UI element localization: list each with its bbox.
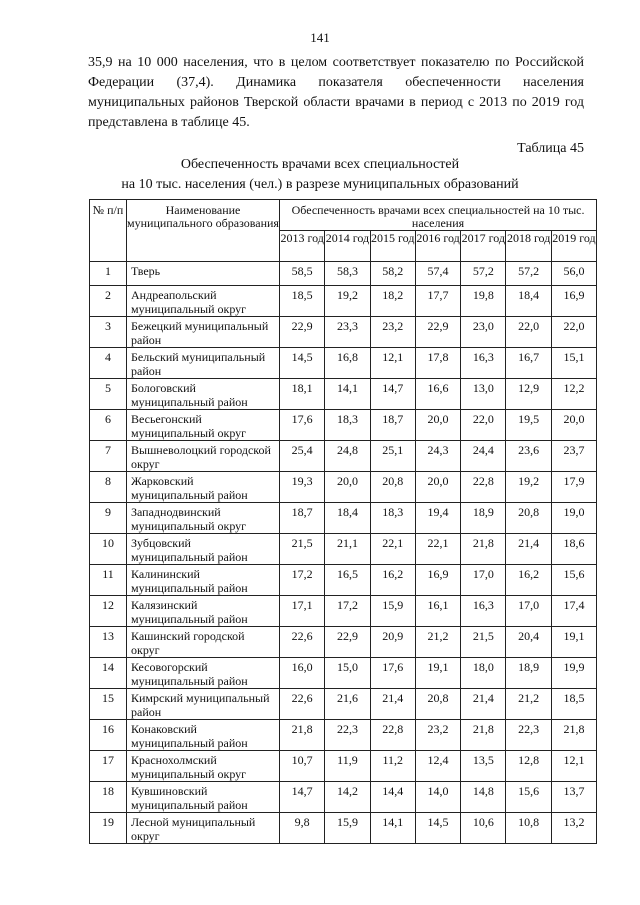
row-value: 19,3: [280, 472, 325, 503]
table-row: [90, 751, 597, 782]
row-value: 10,8: [506, 813, 551, 844]
row-value: 17,6: [280, 410, 325, 441]
row-value: 13,2: [551, 813, 596, 844]
table-title-line1: Обеспеченность врачами всех специальностей: [180, 157, 460, 172]
row-value: 17,4: [551, 596, 596, 627]
row-value: 22,1: [415, 534, 460, 565]
row-value: 16,8: [325, 348, 370, 379]
row-value: 14,4: [370, 782, 415, 813]
header-group: Обеспеченность врачами всех специальностей на 10 тыс. населения: [280, 200, 597, 231]
row-value: 22,0: [551, 317, 596, 348]
row-value: 15,9: [325, 813, 370, 844]
row-value: 13,7: [551, 782, 596, 813]
row-value: 21,4: [461, 689, 506, 720]
row-value: 12,1: [370, 348, 415, 379]
row-number: 17: [90, 751, 127, 782]
row-value: 15,6: [506, 782, 551, 813]
row-number: 1: [90, 262, 127, 286]
row-value: 19,1: [551, 627, 596, 658]
row-number: 18: [90, 782, 127, 813]
row-number: 9: [90, 503, 127, 534]
row-name: Андреапольский муниципальный округ: [127, 286, 280, 317]
row-value: 22,9: [325, 627, 370, 658]
row-value: 16,1: [415, 596, 460, 627]
table-row: [90, 565, 597, 596]
row-value: 14,1: [370, 813, 415, 844]
table-row: [90, 441, 597, 472]
row-value: 17,1: [280, 596, 325, 627]
row-value: 12,4: [415, 751, 460, 782]
row-value: 24,3: [415, 441, 460, 472]
table-number: Таблица 45: [517, 141, 584, 156]
row-number: 8: [90, 472, 127, 503]
row-number: 11: [90, 565, 127, 596]
row-value: 18,3: [325, 410, 370, 441]
row-value: 25,1: [370, 441, 415, 472]
row-value: 21,5: [280, 534, 325, 565]
intro-paragraph: [88, 53, 584, 133]
row-name: Бельский муниципальный район: [127, 348, 280, 379]
row-name: Зубцовский муниципальный район: [127, 534, 280, 565]
table-row: [90, 286, 597, 317]
table-row: [90, 720, 597, 751]
table-row: [90, 317, 597, 348]
table-title: [70, 155, 570, 195]
row-value: 20,8: [506, 503, 551, 534]
row-name: Западнодвинский муниципальный округ: [127, 503, 280, 534]
row-value: 22,6: [280, 627, 325, 658]
row-value: 21,1: [325, 534, 370, 565]
intro-text: 35,9 на 10 000 населения, что в целом соответствует показателю по Российской Федерации (37,4). Динамика показателя обеспеченности населения муниципальных районов Тверской области врачами в период с 2013 по 2019 год представлена в таблице 45.: [88, 55, 584, 130]
row-value: 22,8: [461, 472, 506, 503]
row-value: 17,0: [461, 565, 506, 596]
row-name: Конаковский муниципальный район: [127, 720, 280, 751]
row-value: 12,1: [551, 751, 596, 782]
row-value: 14,7: [370, 379, 415, 410]
row-value: 24,4: [461, 441, 506, 472]
row-name: Весьегонский муниципальный округ: [127, 410, 280, 441]
row-value: 18,7: [370, 410, 415, 441]
row-value: 16,3: [461, 596, 506, 627]
row-value: 17,0: [506, 596, 551, 627]
row-value: 16,7: [506, 348, 551, 379]
table-row: [90, 262, 597, 286]
row-number: 10: [90, 534, 127, 565]
row-value: 21,2: [415, 627, 460, 658]
row-value: 25,4: [280, 441, 325, 472]
header-year: 2016 год: [415, 231, 460, 262]
row-value: 15,9: [370, 596, 415, 627]
row-name: Кесовогорский муниципальный район: [127, 658, 280, 689]
row-value: 57,2: [461, 262, 506, 286]
row-value: 18,7: [280, 503, 325, 534]
row-value: 21,8: [280, 720, 325, 751]
row-name: Тверь: [127, 262, 280, 286]
header-year: 2018 год: [506, 231, 551, 262]
page-number: 141: [310, 30, 330, 45]
row-value: 20,9: [370, 627, 415, 658]
row-value: 9,8: [280, 813, 325, 844]
row-value: 14,5: [280, 348, 325, 379]
table-row: [90, 472, 597, 503]
row-value: 16,5: [325, 565, 370, 596]
row-value: 17,8: [415, 348, 460, 379]
header-year: 2019 год: [551, 231, 596, 262]
row-value: 23,6: [506, 441, 551, 472]
table-row: [90, 596, 597, 627]
row-number: 16: [90, 720, 127, 751]
table-row: [90, 534, 597, 565]
row-value: 14,2: [325, 782, 370, 813]
row-value: 17,2: [325, 596, 370, 627]
row-value: 19,9: [551, 658, 596, 689]
row-value: 15,0: [325, 658, 370, 689]
row-value: 22,3: [506, 720, 551, 751]
row-value: 20,0: [325, 472, 370, 503]
row-value: 12,9: [506, 379, 551, 410]
row-value: 20,0: [551, 410, 596, 441]
row-value: 58,3: [325, 262, 370, 286]
row-value: 18,3: [370, 503, 415, 534]
row-value: 17,2: [280, 565, 325, 596]
table-row: [90, 410, 597, 441]
row-value: 13,5: [461, 751, 506, 782]
table-row: [90, 627, 597, 658]
row-value: 21,8: [461, 534, 506, 565]
row-value: 18,5: [551, 689, 596, 720]
row-value: 23,0: [461, 317, 506, 348]
row-number: 2: [90, 286, 127, 317]
row-number: 7: [90, 441, 127, 472]
row-name: Кимрский муниципальный район: [127, 689, 280, 720]
row-value: 21,8: [551, 720, 596, 751]
row-name: Калязинский муниципальный район: [127, 596, 280, 627]
row-value: 20,4: [506, 627, 551, 658]
row-value: 13,0: [461, 379, 506, 410]
row-name: Бологовский муниципальный район: [127, 379, 280, 410]
data-table: [89, 199, 597, 844]
row-value: 20,8: [370, 472, 415, 503]
row-value: 58,2: [370, 262, 415, 286]
table-row: [90, 689, 597, 720]
row-value: 18,2: [370, 286, 415, 317]
row-value: 19,2: [325, 286, 370, 317]
row-number: 5: [90, 379, 127, 410]
row-value: 16,9: [415, 565, 460, 596]
row-value: 21,8: [461, 720, 506, 751]
row-value: 22,8: [370, 720, 415, 751]
row-value: 14,5: [415, 813, 460, 844]
row-value: 57,4: [415, 262, 460, 286]
row-name: Вышневолоцкий городской округ: [127, 441, 280, 472]
table-row: [90, 503, 597, 534]
row-value: 18,6: [551, 534, 596, 565]
row-value: 23,3: [325, 317, 370, 348]
row-value: 15,1: [551, 348, 596, 379]
row-value: 18,9: [461, 503, 506, 534]
row-value: 19,0: [551, 503, 596, 534]
row-number: 3: [90, 317, 127, 348]
row-value: 19,1: [415, 658, 460, 689]
row-value: 22,0: [461, 410, 506, 441]
table-row: [90, 379, 597, 410]
row-value: 19,5: [506, 410, 551, 441]
row-name: Кувшиновский муниципальный район: [127, 782, 280, 813]
row-name: Кашинский городской округ: [127, 627, 280, 658]
row-value: 16,0: [280, 658, 325, 689]
row-number: 14: [90, 658, 127, 689]
row-value: 14,7: [280, 782, 325, 813]
row-value: 11,2: [370, 751, 415, 782]
row-value: 10,7: [280, 751, 325, 782]
row-value: 23,2: [370, 317, 415, 348]
row-number: 13: [90, 627, 127, 658]
row-value: 21,4: [506, 534, 551, 565]
table-row: [90, 348, 597, 379]
row-value: 18,5: [280, 286, 325, 317]
header-year: 2015 год: [370, 231, 415, 262]
row-value: 18,1: [280, 379, 325, 410]
row-value: 22,6: [280, 689, 325, 720]
row-value: 11,9: [325, 751, 370, 782]
row-value: 16,2: [506, 565, 551, 596]
row-name: Калининский муниципальный район: [127, 565, 280, 596]
table-row: [90, 782, 597, 813]
row-name: Лесной муниципальный округ: [127, 813, 280, 844]
row-value: 10,6: [461, 813, 506, 844]
row-number: 19: [90, 813, 127, 844]
row-value: 18,9: [506, 658, 551, 689]
row-value: 14,1: [325, 379, 370, 410]
table-row: [90, 813, 597, 844]
row-value: 17,7: [415, 286, 460, 317]
row-value: 20,0: [415, 472, 460, 503]
row-value: 16,3: [461, 348, 506, 379]
row-value: 14,0: [415, 782, 460, 813]
row-value: 17,9: [551, 472, 596, 503]
row-value: 19,4: [415, 503, 460, 534]
row-value: 18,0: [461, 658, 506, 689]
row-value: 22,9: [280, 317, 325, 348]
row-value: 24,8: [325, 441, 370, 472]
row-value: 23,7: [551, 441, 596, 472]
row-number: 6: [90, 410, 127, 441]
table-title-line2: на 10 тыс. населения (чел.) в разрезе муниципальных образований: [121, 177, 519, 192]
row-value: 22,0: [506, 317, 551, 348]
row-value: 18,4: [325, 503, 370, 534]
row-value: 20,0: [415, 410, 460, 441]
row-value: 19,2: [506, 472, 551, 503]
row-value: 23,2: [415, 720, 460, 751]
row-number: 15: [90, 689, 127, 720]
row-value: 22,3: [325, 720, 370, 751]
row-value: 22,1: [370, 534, 415, 565]
header-year: 2017 год: [461, 231, 506, 262]
row-value: 22,9: [415, 317, 460, 348]
header-year: 2014 год: [325, 231, 370, 262]
row-value: 12,8: [506, 751, 551, 782]
row-value: 17,6: [370, 658, 415, 689]
row-value: 15,6: [551, 565, 596, 596]
header-name: Наименование муниципального образования: [127, 200, 280, 262]
row-value: 12,2: [551, 379, 596, 410]
row-value: 14,8: [461, 782, 506, 813]
row-value: 18,4: [506, 286, 551, 317]
row-value: 56,0: [551, 262, 596, 286]
row-value: 16,6: [415, 379, 460, 410]
row-value: 20,8: [415, 689, 460, 720]
row-value: 19,8: [461, 286, 506, 317]
row-value: 21,2: [506, 689, 551, 720]
header-year: 2013 год: [280, 231, 325, 262]
header-number: № п/п: [90, 200, 127, 262]
row-number: 12: [90, 596, 127, 627]
row-value: 58,5: [280, 262, 325, 286]
row-name: Бежецкий муниципальный район: [127, 317, 280, 348]
row-name: Краснохолмский муниципальный округ: [127, 751, 280, 782]
row-value: 57,2: [506, 262, 551, 286]
row-value: 16,9: [551, 286, 596, 317]
table-row: [90, 658, 597, 689]
row-number: 4: [90, 348, 127, 379]
row-value: 21,6: [325, 689, 370, 720]
row-value: 16,2: [370, 565, 415, 596]
row-value: 21,4: [370, 689, 415, 720]
row-value: 21,5: [461, 627, 506, 658]
row-name: Жарковский муниципальный район: [127, 472, 280, 503]
